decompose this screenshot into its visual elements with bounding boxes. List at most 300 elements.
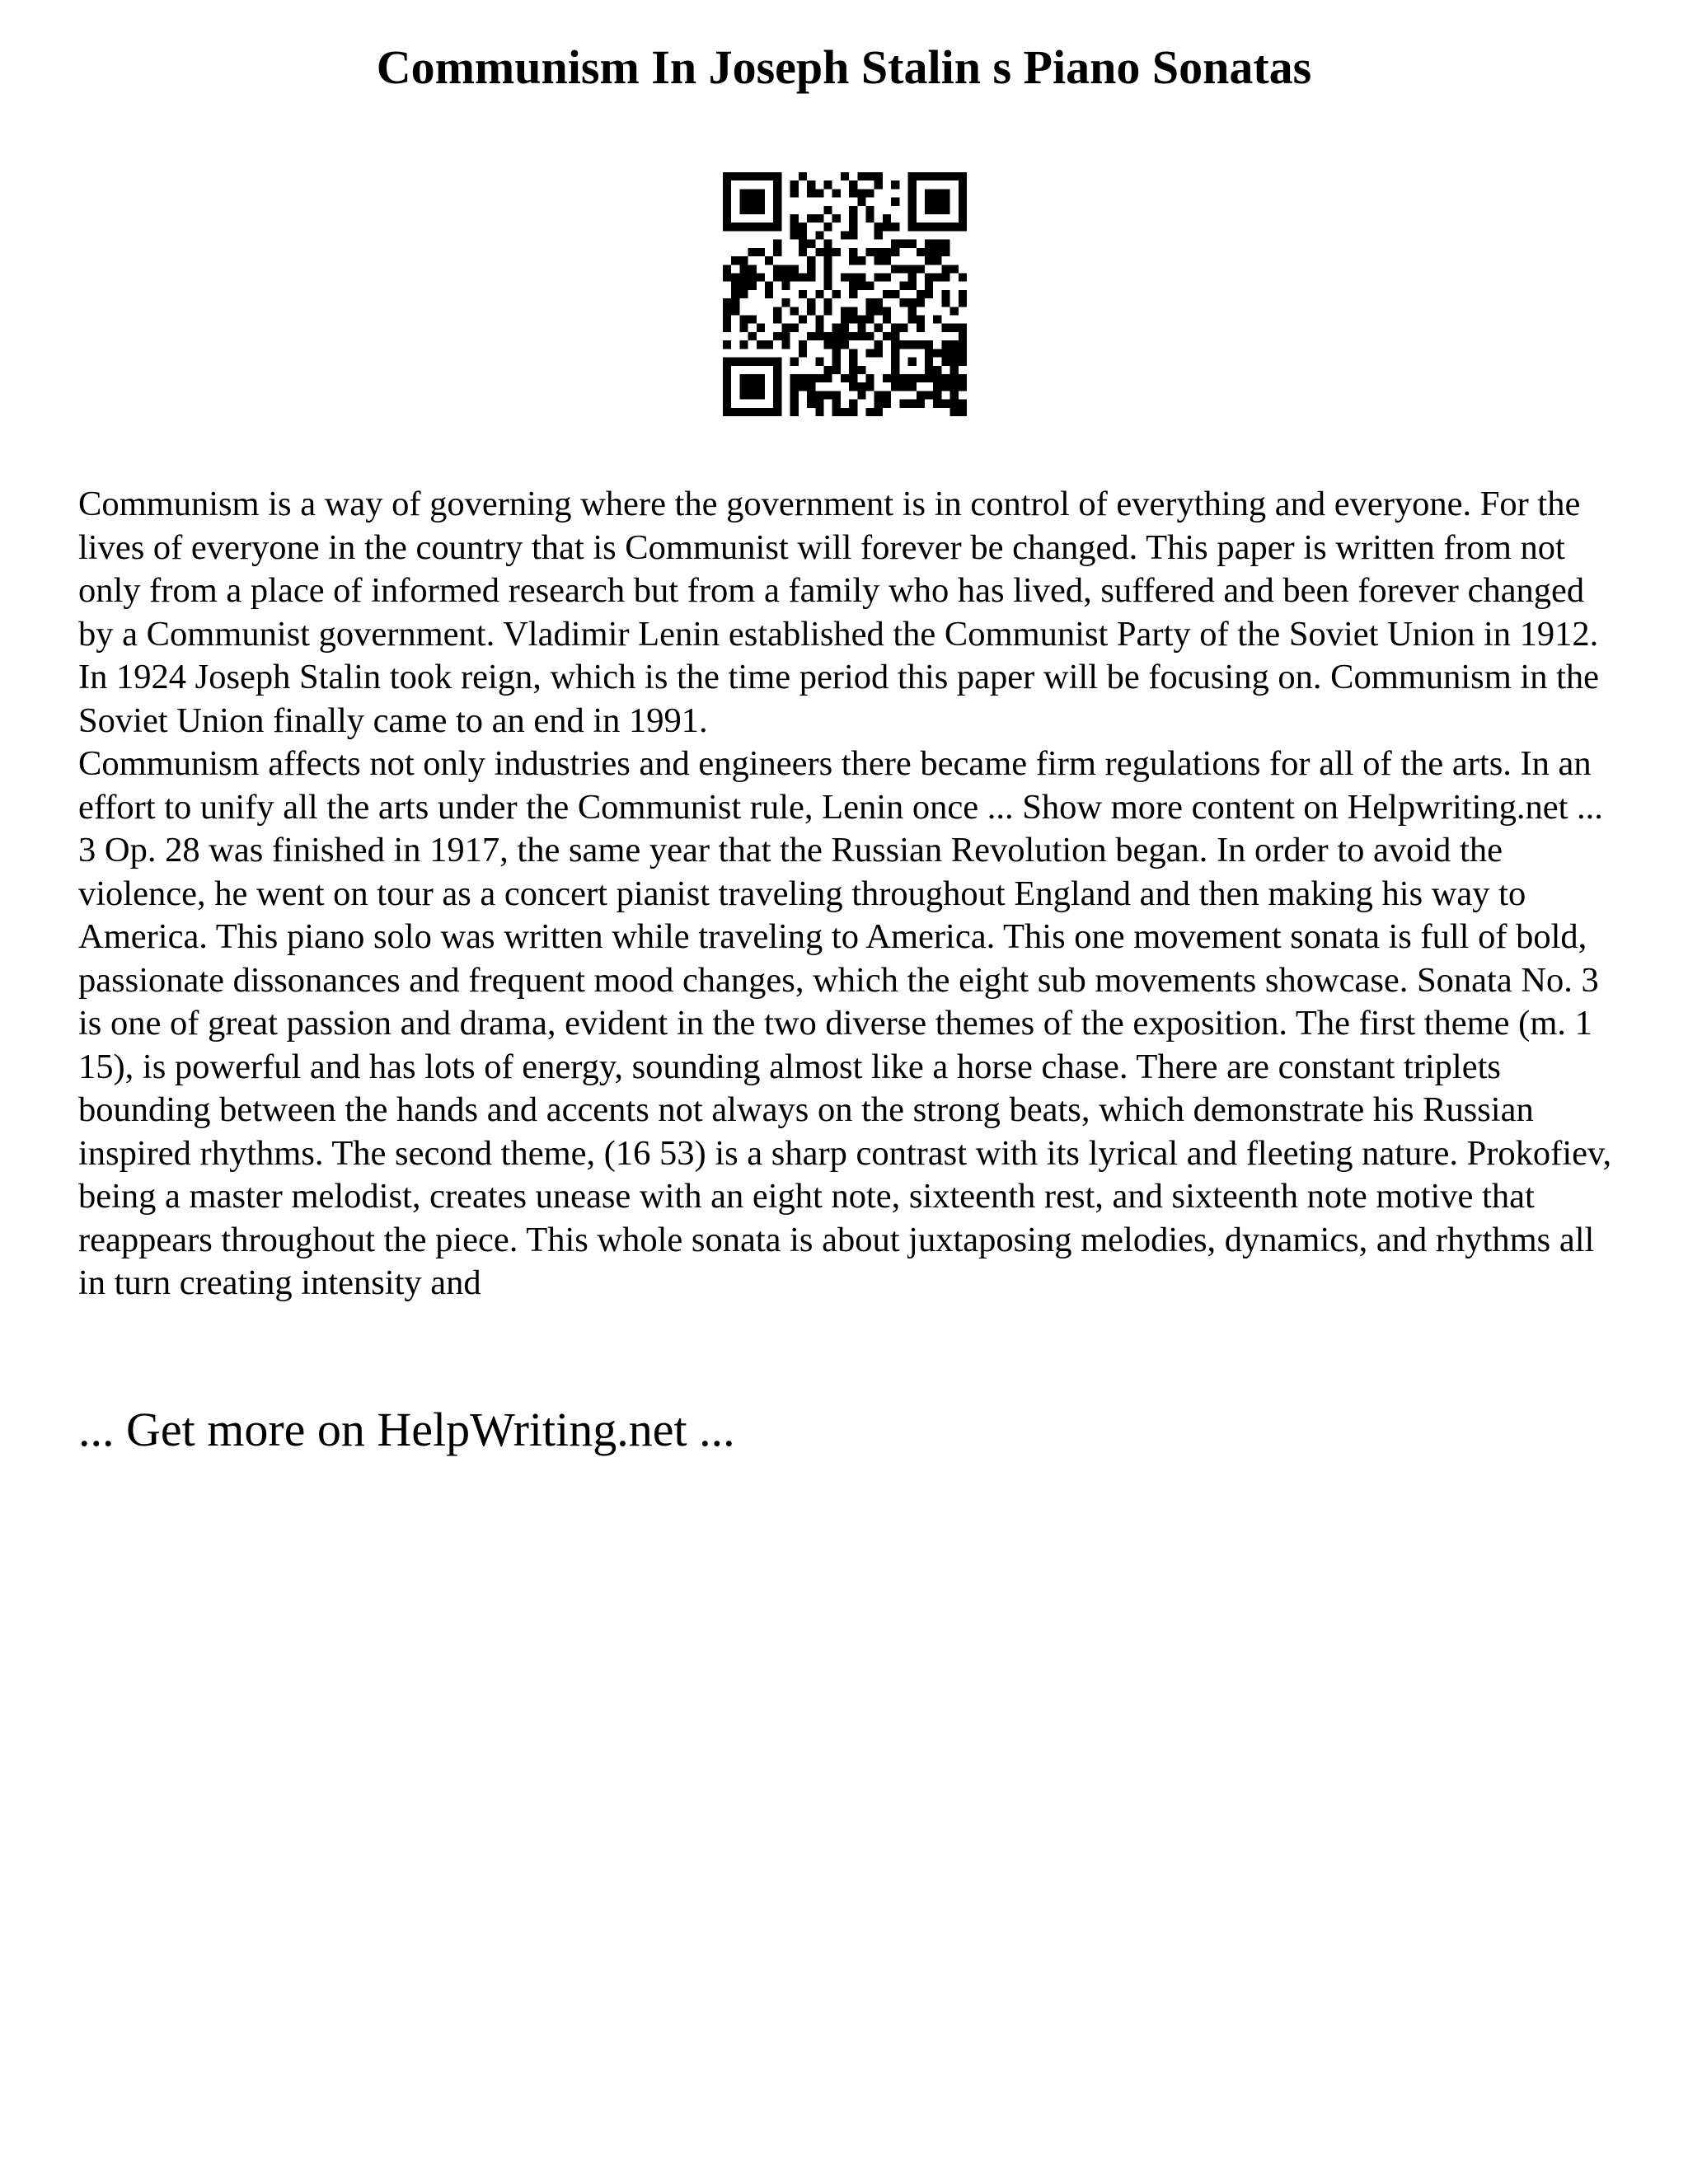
qr-module xyxy=(790,324,799,332)
qr-module xyxy=(849,374,857,382)
get-more-link[interactable]: ... Get more on HelpWriting.net ... xyxy=(78,1403,735,1456)
qr-module xyxy=(773,374,781,382)
qr-module xyxy=(739,223,748,231)
qr-module xyxy=(823,223,832,231)
qr-module xyxy=(757,189,765,197)
qr-module xyxy=(757,248,765,256)
qr-module xyxy=(723,358,731,366)
qr-module xyxy=(773,273,781,281)
qr-module xyxy=(925,223,933,231)
qr-module xyxy=(899,298,907,307)
qr-module xyxy=(739,391,748,399)
qr-module xyxy=(925,282,933,290)
qr-module xyxy=(799,231,807,239)
qr-module xyxy=(857,366,865,374)
qr-module xyxy=(723,265,731,273)
qr-module xyxy=(857,391,865,399)
qr-module xyxy=(815,316,823,324)
qr-module xyxy=(723,214,731,223)
qr-module xyxy=(866,282,874,290)
qr-module xyxy=(849,408,857,416)
qr-module xyxy=(748,248,757,256)
qr-module xyxy=(883,374,891,382)
qr-module xyxy=(925,198,933,206)
qr-module xyxy=(950,307,959,315)
qr-module xyxy=(739,324,748,332)
qr-module xyxy=(781,332,790,340)
qr-module xyxy=(815,248,823,256)
qr-module xyxy=(723,180,731,189)
qr-module xyxy=(723,298,731,307)
qr-module xyxy=(790,382,799,391)
qr-module xyxy=(933,391,941,399)
qr-module xyxy=(841,172,849,180)
qr-module xyxy=(790,358,799,366)
qr-module xyxy=(773,206,781,214)
qr-module xyxy=(959,189,967,197)
qr-module xyxy=(765,282,773,290)
qr-module xyxy=(765,290,773,298)
qr-module xyxy=(731,223,739,231)
qr-module xyxy=(773,180,781,189)
qr-module xyxy=(891,180,899,189)
qr-module xyxy=(773,307,781,315)
qr-module xyxy=(773,214,781,223)
qr-module xyxy=(790,265,799,273)
qr-module xyxy=(857,256,865,265)
qr-module xyxy=(908,273,917,281)
qr-module xyxy=(748,198,757,206)
qr-module xyxy=(925,366,933,374)
qr-module xyxy=(891,358,899,366)
qr-module xyxy=(908,374,917,382)
qr-module xyxy=(832,358,841,366)
qr-module xyxy=(807,307,815,315)
qr-module xyxy=(849,349,857,357)
qr-module xyxy=(874,340,883,349)
qr-module xyxy=(849,332,857,340)
qr-module xyxy=(807,265,815,273)
qr-module xyxy=(739,290,748,298)
qr-module xyxy=(883,248,891,256)
qr-module xyxy=(815,189,823,197)
qr-module xyxy=(773,223,781,231)
qr-module xyxy=(723,223,731,231)
qr-module xyxy=(883,316,891,324)
qr-module xyxy=(883,400,891,408)
qr-module xyxy=(908,298,917,307)
qr-module xyxy=(739,282,748,290)
qr-module xyxy=(790,391,799,399)
qr-module xyxy=(917,248,925,256)
qr-module xyxy=(857,282,865,290)
qr-module xyxy=(731,273,739,281)
qr-module xyxy=(866,206,874,214)
qr-module xyxy=(765,223,773,231)
qr-module xyxy=(866,316,874,324)
qr-module xyxy=(849,256,857,265)
qr-module xyxy=(891,240,899,248)
qr-module xyxy=(815,324,823,332)
qr-module xyxy=(874,223,883,231)
qr-module xyxy=(941,340,950,349)
qr-module xyxy=(807,298,815,307)
qr-module xyxy=(757,198,765,206)
qr-module xyxy=(849,316,857,324)
article-body xyxy=(78,483,1628,1305)
qr-module xyxy=(925,172,933,180)
qr-module xyxy=(723,316,731,324)
qr-module xyxy=(790,408,799,416)
qr-module xyxy=(908,382,917,391)
qr-module xyxy=(941,324,950,332)
qr-module xyxy=(823,298,832,307)
qr-module xyxy=(933,316,941,324)
qr-module xyxy=(723,400,731,408)
qr-module xyxy=(925,358,933,366)
qr-module xyxy=(857,332,865,340)
qr-module xyxy=(917,265,925,273)
qr-module xyxy=(841,316,849,324)
qr-module xyxy=(849,180,857,189)
qr-module xyxy=(739,256,748,265)
qr-module xyxy=(874,231,883,239)
qr-module xyxy=(959,290,967,298)
qr-module xyxy=(765,256,773,265)
qr-module xyxy=(739,172,748,180)
qr-module xyxy=(849,273,857,281)
qr-module xyxy=(757,408,765,416)
qr-module xyxy=(832,324,841,332)
qr-module xyxy=(781,273,790,281)
qr-module xyxy=(849,282,857,290)
qr-module xyxy=(773,366,781,374)
qr-module xyxy=(866,408,874,416)
qr-module xyxy=(959,332,967,340)
paragraph-intro: Communism is a way of governing where the government is in control of everything and everyone. For the lives of everyone in the country that is Communist will forever be changed. This paper is written from not only from a place of informed research but from a family who has lived, suffered and been forever changed by a Communist government. Vladimir Lenin established the Communist Party of the Soviet Union in 1912. In 1924 Joseph Stalin took reign, which is the time period this paper will be focusing on. Communism in the Soviet Union finally came to an end in 1991. xyxy=(78,485,1599,740)
qr-module xyxy=(959,408,967,416)
qr-module xyxy=(959,223,967,231)
qr-module xyxy=(739,408,748,416)
qr-module xyxy=(723,374,731,382)
qr-module xyxy=(857,189,865,197)
qr-module xyxy=(941,349,950,357)
qr-module xyxy=(857,273,865,281)
qr-module xyxy=(933,256,941,265)
qr-code-icon xyxy=(723,172,967,416)
qr-module xyxy=(950,366,959,374)
qr-module xyxy=(941,189,950,197)
qr-module xyxy=(748,408,757,416)
qr-module xyxy=(891,324,899,332)
qr-module xyxy=(950,382,959,391)
qr-module xyxy=(723,172,731,180)
qr-module xyxy=(941,290,950,298)
qr-module xyxy=(723,273,731,281)
qr-module xyxy=(933,273,941,281)
qr-module xyxy=(899,400,907,408)
qr-module xyxy=(739,340,748,349)
qr-module xyxy=(765,172,773,180)
qr-module xyxy=(739,382,748,391)
qr-module xyxy=(739,198,748,206)
qr-module xyxy=(739,189,748,197)
qr-module xyxy=(908,240,917,248)
qr-module xyxy=(941,374,950,382)
qr-module xyxy=(874,349,883,357)
qr-module xyxy=(925,290,933,298)
qr-module xyxy=(959,324,967,332)
qr-module xyxy=(823,391,832,399)
qr-module xyxy=(757,340,765,349)
qr-module xyxy=(731,408,739,416)
qr-module xyxy=(908,189,917,197)
qr-module xyxy=(739,316,748,324)
qr-module xyxy=(908,180,917,189)
qr-module xyxy=(908,206,917,214)
qr-module xyxy=(917,374,925,382)
qr-module xyxy=(917,391,925,399)
qr-module xyxy=(950,340,959,349)
qr-module xyxy=(941,382,950,391)
qr-module xyxy=(757,382,765,391)
qr-module xyxy=(723,408,731,416)
qr-module xyxy=(866,349,874,357)
qr-module xyxy=(823,307,832,315)
qr-module xyxy=(950,223,959,231)
qr-module xyxy=(891,248,899,256)
qr-module xyxy=(731,172,739,180)
qr-module xyxy=(748,189,757,197)
qr-module xyxy=(841,332,849,340)
qr-module xyxy=(891,223,899,231)
qr-module xyxy=(849,307,857,315)
qr-module xyxy=(874,400,883,408)
qr-module xyxy=(799,382,807,391)
qr-module xyxy=(917,298,925,307)
qr-module xyxy=(841,374,849,382)
qr-module xyxy=(823,206,832,214)
qr-module xyxy=(959,382,967,391)
qr-module xyxy=(723,340,731,349)
qr-module xyxy=(790,214,799,223)
qr-module xyxy=(731,358,739,366)
qr-module xyxy=(917,400,925,408)
qr-module xyxy=(908,400,917,408)
qr-module xyxy=(959,172,967,180)
qr-module xyxy=(908,358,917,366)
qr-module xyxy=(723,382,731,391)
qr-module xyxy=(807,214,815,223)
qr-module xyxy=(757,358,765,366)
qr-module xyxy=(933,206,941,214)
qr-module xyxy=(823,256,832,265)
qr-module xyxy=(841,307,849,315)
qr-module xyxy=(917,172,925,180)
qr-module xyxy=(790,273,799,281)
qr-module xyxy=(849,382,857,391)
qr-module xyxy=(891,290,899,298)
qr-module xyxy=(883,273,891,281)
qr-module xyxy=(815,391,823,399)
qr-module xyxy=(874,391,883,399)
qr-module xyxy=(866,382,874,391)
qr-module xyxy=(950,265,959,273)
qr-module xyxy=(866,189,874,197)
qr-module xyxy=(925,340,933,349)
qr-module xyxy=(823,340,832,349)
qr-module xyxy=(874,172,883,180)
qr-module xyxy=(748,391,757,399)
qr-module xyxy=(739,273,748,281)
qr-module xyxy=(799,223,807,231)
qr-module xyxy=(891,265,899,273)
qr-module xyxy=(925,189,933,197)
qr-module xyxy=(832,189,841,197)
qr-module xyxy=(941,400,950,408)
qr-module xyxy=(823,240,832,248)
qr-module xyxy=(891,374,899,382)
qr-module xyxy=(891,366,899,374)
qr-module xyxy=(908,265,917,273)
qr-module xyxy=(908,282,917,290)
qr-module xyxy=(832,391,841,399)
qr-module xyxy=(857,198,865,206)
qr-module xyxy=(941,248,950,256)
qr-module xyxy=(841,231,849,239)
qr-module xyxy=(773,316,781,324)
qr-module xyxy=(883,391,891,399)
paragraph-arts: Communism affects not only industries and engineers there became firm regulations for all of the arts. In an effort to unify all the arts under the Communist rule, Lenin once ... Show more content on Helpwriting.net ... xyxy=(78,744,1603,827)
qr-module xyxy=(899,265,907,273)
qr-module xyxy=(807,180,815,189)
qr-module xyxy=(799,172,807,180)
qr-module xyxy=(790,223,799,231)
qr-module xyxy=(765,358,773,366)
qr-module xyxy=(781,324,790,332)
qr-module xyxy=(765,408,773,416)
qr-module xyxy=(849,400,857,408)
qr-module xyxy=(832,400,841,408)
qr-module xyxy=(933,374,941,382)
qr-module xyxy=(950,400,959,408)
qr-module xyxy=(866,374,874,382)
qr-module xyxy=(866,214,874,223)
qr-module xyxy=(849,223,857,231)
qr-module xyxy=(731,290,739,298)
qr-module xyxy=(959,349,967,357)
qr-module xyxy=(857,324,865,332)
qr-module xyxy=(883,290,891,298)
qr-module xyxy=(748,206,757,214)
qr-module xyxy=(723,324,731,332)
qr-module xyxy=(941,273,950,281)
qr-module xyxy=(925,349,933,357)
qr-module xyxy=(823,282,832,290)
qr-module xyxy=(765,340,773,349)
qr-module xyxy=(723,307,731,315)
qr-module xyxy=(891,340,899,349)
qr-module xyxy=(950,172,959,180)
qr-module xyxy=(849,214,857,223)
qr-module xyxy=(883,332,891,340)
qr-module xyxy=(950,324,959,332)
paragraph-sonata: 3 Op. 28 was finished in 1917, the same year that the Russian Revolution began. In order to avoid the violence, he went on tour as a concert pianist traveling throughout England and then making his way to America. This piano solo was written while traveling to America. This one movement sonata is full of bold, passionate dissonances and frequent mood changes, which the eight sub movements showcase. Sonata No. 3 is one of great passion and drama, evident in the two diverse themes of the exposition. The first theme (m. 1 15), is powerful and has lots of energy, sounding almost like a horse chase. There are constant triplets bounding between the hands and accents not always on the strong beats, which demonstrate his Russian inspired rhythms. The second theme, (16 53) is a sharp contrast with its lyrical and fleeting nature. Prokofiev, being a master melodist, creates unease with an eight note, sixteenth rest, and sixteenth note motive that reappears throughout the piece. This whole sonata is about juxtaposing melodies, dynamics, and rhythms all in turn creating intensity and xyxy=(78,831,1612,1302)
qr-module xyxy=(917,324,925,332)
qr-module xyxy=(908,340,917,349)
qr-module xyxy=(757,223,765,231)
qr-module xyxy=(807,382,815,391)
qr-module xyxy=(731,256,739,265)
qr-module xyxy=(757,206,765,214)
qr-module xyxy=(739,358,748,366)
qr-module xyxy=(950,358,959,366)
qr-module xyxy=(941,172,950,180)
qr-module xyxy=(815,214,823,223)
qr-module xyxy=(807,256,815,265)
qr-module xyxy=(757,374,765,382)
qr-module xyxy=(799,340,807,349)
qr-module xyxy=(899,240,907,248)
qr-module xyxy=(874,408,883,416)
qr-module xyxy=(925,374,933,382)
qr-module xyxy=(757,391,765,399)
qr-module xyxy=(781,282,790,290)
qr-module xyxy=(950,408,959,416)
qr-module xyxy=(908,214,917,223)
qr-module xyxy=(748,265,757,273)
qr-module xyxy=(832,290,841,298)
qr-module xyxy=(857,172,865,180)
qr-module xyxy=(883,256,891,265)
qr-module xyxy=(832,366,841,374)
qr-module xyxy=(748,332,757,340)
qr-module xyxy=(807,332,815,340)
qr-module xyxy=(857,316,865,324)
qr-module xyxy=(832,340,841,349)
qr-module xyxy=(925,248,933,256)
qr-module xyxy=(841,273,849,281)
qr-module xyxy=(773,408,781,416)
qr-module xyxy=(773,391,781,399)
qr-module xyxy=(781,265,790,273)
qr-module xyxy=(917,223,925,231)
qr-module xyxy=(790,231,799,239)
qr-module xyxy=(815,400,823,408)
qr-module xyxy=(815,358,823,366)
qr-module xyxy=(908,307,917,315)
qr-module xyxy=(841,408,849,416)
qr-module xyxy=(757,172,765,180)
qr-module xyxy=(757,273,765,281)
qr-module xyxy=(832,214,841,223)
qr-module xyxy=(823,332,832,340)
qr-module xyxy=(941,240,950,248)
qr-module xyxy=(739,374,748,382)
qr-module xyxy=(807,240,815,248)
qr-module xyxy=(823,374,832,382)
qr-module xyxy=(773,172,781,180)
qr-module xyxy=(941,358,950,366)
qr-module xyxy=(941,223,950,231)
qr-module xyxy=(908,316,917,324)
qr-module xyxy=(849,366,857,374)
qr-module xyxy=(773,332,781,340)
qr-module xyxy=(874,307,883,315)
qr-module xyxy=(874,180,883,189)
qr-module xyxy=(925,273,933,281)
qr-module xyxy=(941,206,950,214)
